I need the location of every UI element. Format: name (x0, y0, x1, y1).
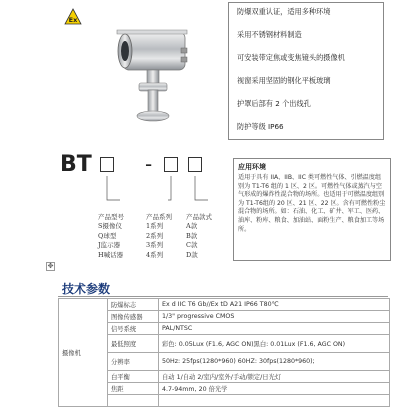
feature-item: 防爆双重认证，适用多种环境 (237, 7, 331, 16)
model-slot-2 (164, 157, 178, 172)
model-code-leader-lines (60, 176, 240, 216)
table-row (59, 335, 390, 353)
option-item: D款 (186, 250, 198, 259)
table-row (59, 311, 390, 323)
option-item: B款 (186, 231, 198, 240)
model-slot-3 (188, 157, 202, 172)
option-column-style (186, 213, 212, 260)
spec-value: 彩色: 0.05Lux (F1.6, AGC ON)黑白: 0.01Lux (F1.6, AGC ON) (159, 335, 390, 353)
option-column-type (98, 213, 124, 260)
model-prefix: BT (60, 152, 92, 177)
option-head: 产品款式 (186, 213, 212, 221)
option-item: H喊话器 (98, 250, 124, 259)
table-row (59, 353, 390, 371)
spec-key: 最低照度 (108, 335, 159, 353)
spec-key: 分辨率 (108, 353, 159, 371)
table-row (59, 371, 390, 383)
option-item: S摄像仪 (98, 222, 122, 231)
spec-value (159, 395, 390, 407)
feature-item: 可安装带定焦或变焦镜头的摄像机 (237, 53, 345, 62)
feature-item: 防护等级 IP66 (237, 122, 284, 131)
feature-item: 采用不锈钢材料制造 (237, 30, 302, 39)
option-item: C款 (186, 241, 198, 250)
option-item: Q球型 (98, 231, 117, 240)
model-dash: - (145, 152, 153, 176)
option-column-series (146, 213, 172, 260)
section-title: 技术参数 (62, 282, 111, 296)
table-row (59, 323, 390, 335)
option-item: 4系列 (146, 250, 164, 259)
spec-value: Ex d IIC T6 Gb//Ex tD A21 IP66 T80℃ (159, 299, 390, 311)
spec-key: 图像传感器 (108, 311, 159, 323)
option-item: 1系列 (146, 222, 164, 231)
features-box (228, 2, 384, 140)
spec-key (108, 395, 159, 407)
application-box (233, 158, 391, 261)
table-row (59, 383, 390, 395)
table-move-handle-icon[interactable]: ✥ (47, 262, 54, 270)
option-item: 3系列 (146, 241, 164, 250)
application-title: 应用环境 (238, 163, 266, 171)
spec-key: 防爆标志 (108, 299, 159, 311)
section-divider (58, 296, 388, 297)
spec-value: 4.7-94mm, 20 倍光学 (159, 383, 390, 395)
spec-table (58, 298, 390, 407)
application-text: 适用于具有 IIA、IIB、IIC 类可燃性气体、引燃温度组别为 T1-T6 组的 1 区、2 区。可燃性气体或蒸汽与空气形成的爆炸性混合物的场所。也适用于可燃温度组别为 T1-T6组的 20 区、21 区、22 区。含有可燃性粉尘混合物的场所。如：石油、化工、矿井、军工、医药、油库、粉库、粮食、加油站、面粉生产、粮食加工等场所。 (238, 174, 386, 233)
model-slot-1 (100, 157, 114, 172)
option-item: 2系列 (146, 231, 164, 240)
table-row (59, 299, 390, 311)
spec-value: 50Hz: 25fps(1280*960) 60HZ: 30fps(1280*960); (159, 353, 390, 371)
spec-value: 1/3" progressive CMOS (159, 311, 390, 323)
spec-value: 自动 1/自动 2/室内/室外/手动/锁定/日光灯 (159, 371, 390, 383)
option-head: 产品系列 (146, 213, 172, 221)
feature-item: 视窗采用坚固的钢化平板玻璃 (237, 76, 331, 85)
spec-key: 信号系统 (108, 323, 159, 335)
option-item: J监示器 (98, 241, 121, 250)
table-row (59, 395, 390, 407)
feature-item: 护罩后部有 2 个出线孔 (237, 99, 311, 108)
option-head: 产品型号 (98, 213, 124, 221)
spec-key: 焦距 (108, 383, 159, 395)
ex-explosion-proof-logo (64, 8, 82, 25)
spec-key: 白平衡 (108, 371, 159, 383)
spec-value: PAL/NTSC (159, 323, 390, 335)
model-code (60, 152, 220, 178)
group-label: 摄像机 (59, 299, 108, 407)
product-photo-camera-housing (95, 20, 190, 130)
option-item: A款 (186, 222, 198, 231)
svg-text:Ex: Ex (68, 16, 78, 24)
